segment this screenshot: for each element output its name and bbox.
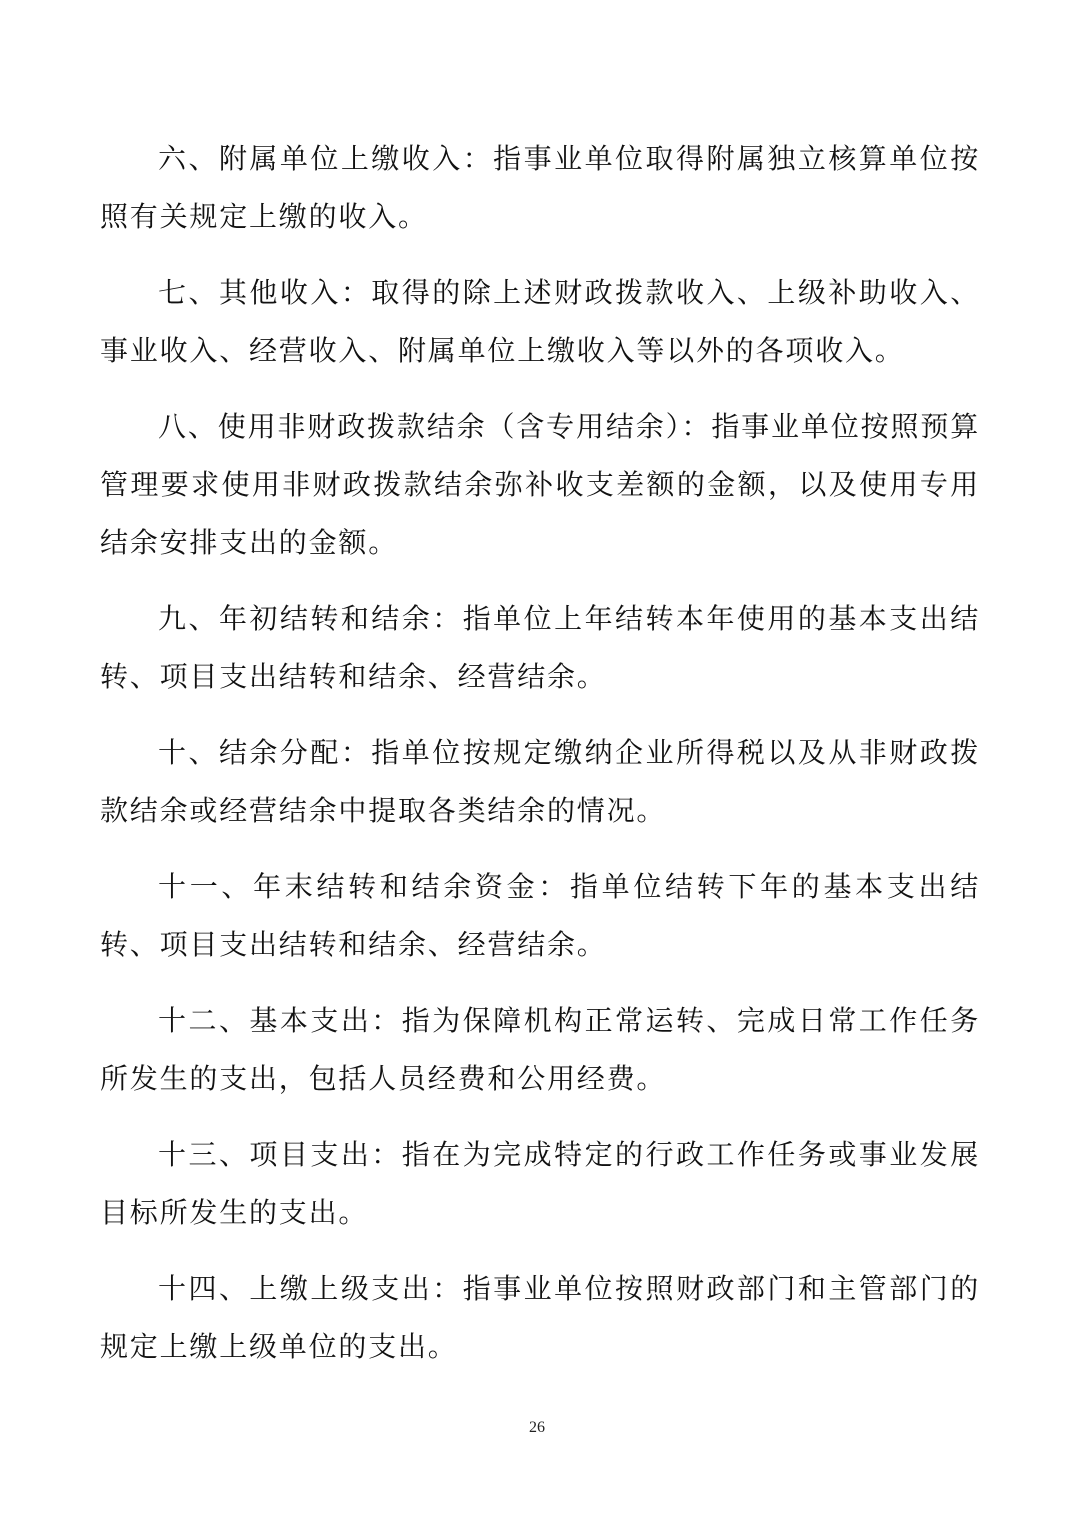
paragraph-11: 十一、年末结转和结余资金：指单位结转下年的基本支出结转、项目支出结转和结余、经营结余。 xyxy=(100,870,980,961)
paragraph-6: 六、附属单位上缴收入：指事业单位取得附属独立核算单位按照有关规定上缴的收入。 xyxy=(100,142,980,233)
document-body xyxy=(100,130,980,1394)
paragraph-10: 十、结余分配：指单位按规定缴纳企业所得税以及从非财政拨款结余或经营结余中提取各类结余的情况。 xyxy=(100,736,980,827)
paragraph-14: 十四、上缴上级支出：指事业单位按照财政部门和主管部门的规定上缴上级单位的支出。 xyxy=(100,1272,980,1363)
page-number: 26 xyxy=(529,1419,545,1436)
paragraph-9: 九、年初结转和结余：指单位上年结转本年使用的基本支出结转、项目支出结转和结余、经营结余。 xyxy=(100,602,980,693)
paragraph-7: 七、其他收入：取得的除上述财政拨款收入、上级补助收入、事业收入、经营收入、附属单位上缴收入等以外的各项收入。 xyxy=(100,276,980,367)
paragraph-13: 十三、项目支出：指在为完成特定的行政工作任务或事业发展目标所发生的支出。 xyxy=(100,1138,980,1229)
paragraph-8: 八、使用非财政拨款结余（含专用结余）：指事业单位按照预算管理要求使用非财政拨款结余弥补收支差额的金额，以及使用专用结余安排支出的金额。 xyxy=(100,410,980,559)
paragraph-12: 十二、基本支出：指为保障机构正常运转、完成日常工作任务所发生的支出，包括人员经费和公用经费。 xyxy=(100,1004,980,1095)
